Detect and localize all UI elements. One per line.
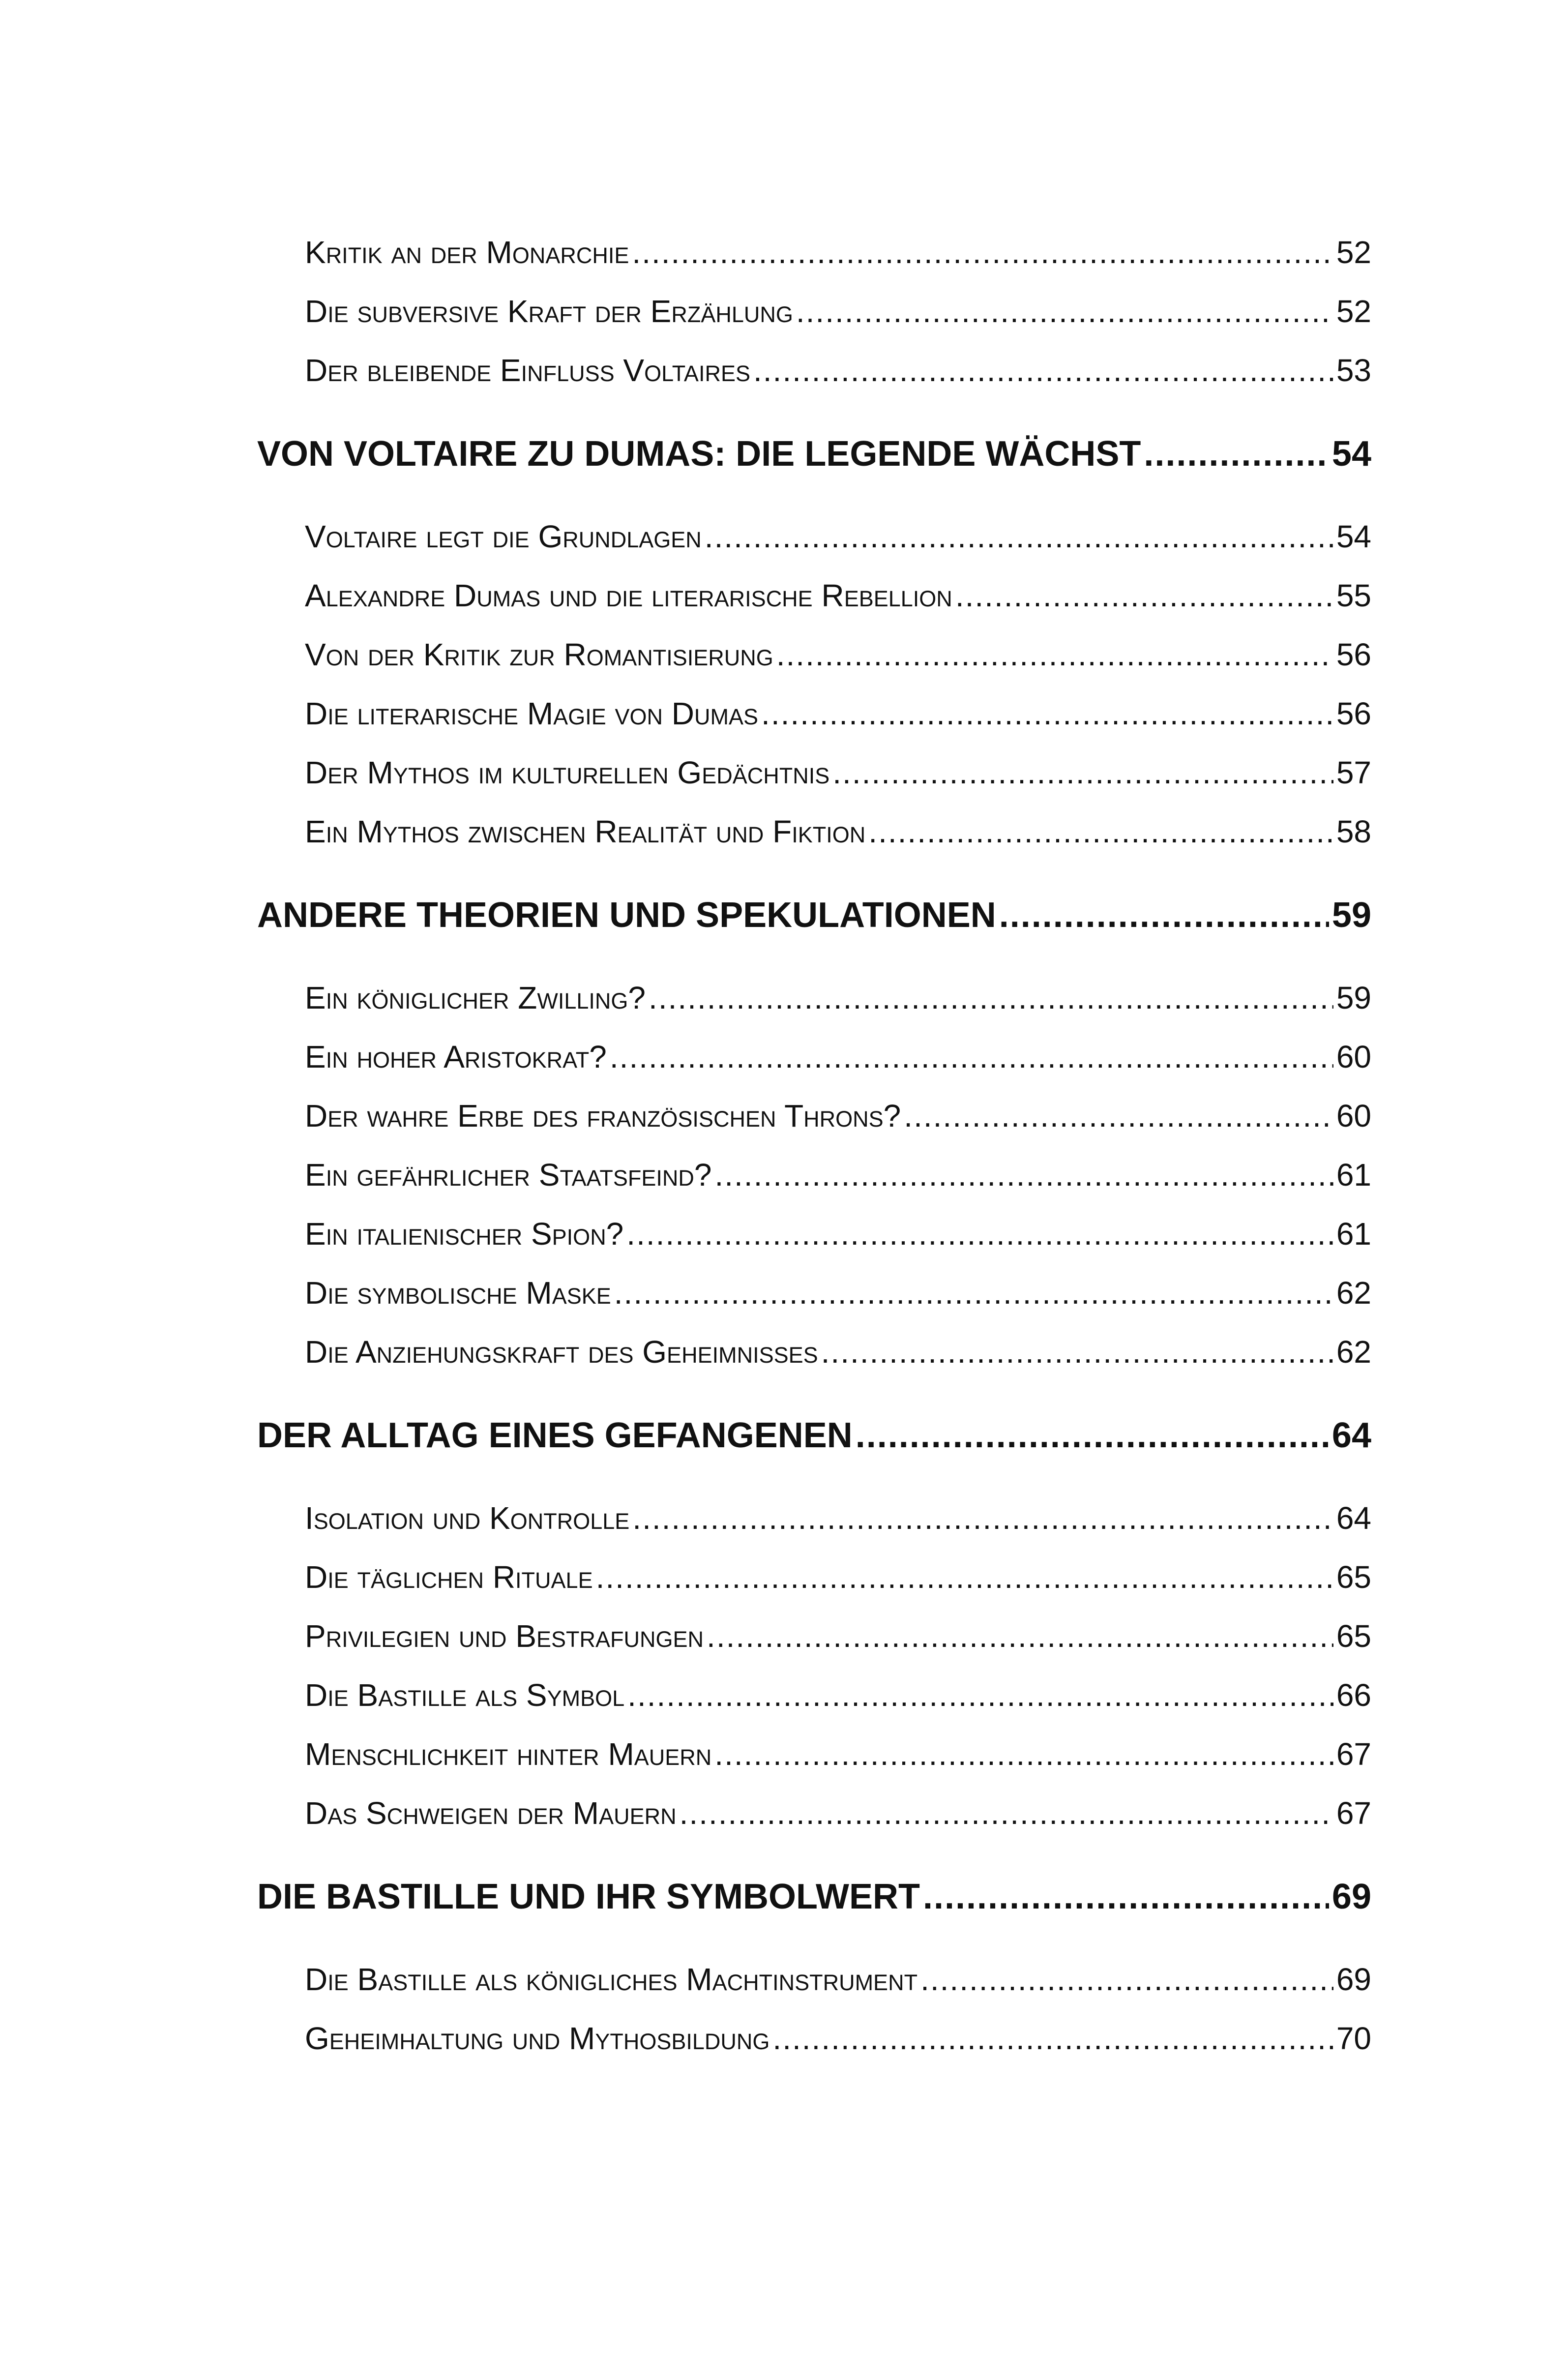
dot-leader: [796, 293, 1333, 329]
toc-entry-title: Das Schweigen der Mauern: [305, 1795, 677, 1831]
toc-entry[interactable]: [257, 1334, 1371, 1370]
toc-entry-title: Die Bastille als Symbol: [305, 1677, 625, 1713]
toc-entry-page: 56: [1336, 696, 1371, 731]
toc-entry[interactable]: [257, 695, 1371, 732]
toc-chapter-title: VON VOLTAIRE ZU DUMAS: DIE LEGENDE WÄCHST: [257, 434, 1141, 474]
toc-entry-title: Geheimhaltung und Mythosbildung: [305, 2021, 770, 2056]
dot-leader: [920, 1961, 1333, 1998]
dot-leader: [610, 1039, 1333, 1075]
toc-entry-title: Alexandre Dumas und die literarische Rebellion: [305, 578, 952, 613]
toc-entry-title: Ein hoher Aristokrat?: [305, 1039, 607, 1075]
toc-entry[interactable]: [257, 813, 1371, 850]
toc-entry-page: 58: [1336, 814, 1371, 849]
toc-entry-page: 70: [1336, 2021, 1371, 2056]
toc-entry[interactable]: [257, 1216, 1371, 1252]
dot-leader: [904, 1098, 1333, 1134]
toc-entry-title: Die literarische Magie von Dumas: [305, 696, 759, 731]
toc-entry-page: 66: [1336, 1677, 1371, 1713]
toc-entry-title: Die subversive Kraft der Erzählung: [305, 294, 793, 329]
dot-leader: [761, 695, 1333, 732]
toc-chapter[interactable]: [257, 434, 1371, 474]
toc-entry-page: 67: [1336, 1795, 1371, 1831]
toc-entry[interactable]: [257, 293, 1371, 329]
toc-chapter[interactable]: [257, 1415, 1371, 1456]
toc-entry-page: 54: [1336, 519, 1371, 554]
toc-entry[interactable]: [257, 636, 1371, 673]
dot-leader: [626, 1216, 1333, 1252]
toc-entry[interactable]: [257, 1098, 1371, 1134]
toc-entry-page: 64: [1336, 1500, 1371, 1536]
dot-leader: [868, 813, 1333, 850]
dot-leader: [776, 636, 1333, 673]
dot-leader: [1144, 434, 1329, 474]
toc-entry-page: 52: [1336, 235, 1371, 270]
toc-chapter-title: DER ALLTAG EINES GEFANGENEN: [257, 1416, 853, 1455]
toc-entry[interactable]: [257, 1157, 1371, 1193]
toc-entry-page: 59: [1336, 980, 1371, 1015]
dot-leader: [753, 352, 1333, 388]
dot-leader: [705, 518, 1333, 555]
toc-entry-title: Ein Mythos zwischen Realität und Fiktion: [305, 814, 866, 849]
toc-entry-page: 62: [1336, 1275, 1371, 1311]
toc-chapter-title: ANDERE THEORIEN UND SPEKULATIONEN: [257, 895, 996, 935]
toc-entry[interactable]: [257, 1039, 1371, 1075]
toc-entry-title: Die Bastille als königliches Machtinstrument: [305, 1962, 918, 1997]
toc-entry-page: 61: [1336, 1216, 1371, 1252]
toc-entry-page: 55: [1336, 578, 1371, 613]
toc-entry-title: Voltaire legt die Grundlagen: [305, 519, 702, 554]
toc-entry-page: 52: [1336, 294, 1371, 329]
toc-entry[interactable]: [257, 1618, 1371, 1654]
toc-entry-title: Die täglichen Rituale: [305, 1559, 593, 1595]
toc-entry[interactable]: [257, 1961, 1371, 1998]
toc-entry-title: Ein königlicher Zwilling?: [305, 980, 646, 1015]
dot-leader: [632, 234, 1333, 270]
toc-chapter[interactable]: [257, 895, 1371, 935]
toc-entry[interactable]: [257, 754, 1371, 791]
toc-entry-title: Die Anziehungskraft des Geheimnisses: [305, 1334, 818, 1370]
toc-entry-title: Die symbolische Maske: [305, 1275, 611, 1311]
table-of-contents: [257, 0, 1371, 2358]
dot-leader: [821, 1334, 1333, 1370]
toc-entry[interactable]: [257, 2020, 1371, 2057]
toc-entry[interactable]: [257, 577, 1371, 614]
dot-leader: [714, 1736, 1333, 1772]
toc-chapter-page: 59: [1331, 895, 1371, 935]
toc-entry-title: Der Mythos im kulturellen Gedächtnis: [305, 755, 830, 790]
toc-entry[interactable]: [257, 1275, 1371, 1311]
toc-entry-page: 60: [1336, 1039, 1371, 1075]
dot-leader: [772, 2020, 1333, 2057]
dot-leader: [707, 1618, 1333, 1654]
toc-chapter[interactable]: [257, 1877, 1371, 1917]
toc-entry-page: 60: [1336, 1098, 1371, 1134]
dot-leader: [680, 1795, 1333, 1831]
toc-entry[interactable]: [257, 980, 1371, 1016]
dot-leader: [627, 1677, 1333, 1713]
toc-entry-title: Ein italienischer Spion?: [305, 1216, 624, 1252]
toc-entry-title: Menschlichkeit hinter Mauern: [305, 1736, 712, 1772]
dot-leader: [596, 1559, 1333, 1595]
toc-entry[interactable]: [257, 1559, 1371, 1595]
toc-entry-page: 56: [1336, 637, 1371, 672]
toc-entry[interactable]: [257, 1795, 1371, 1831]
toc-entry-title: Von der Kritik zur Romantisierung: [305, 637, 773, 672]
dot-leader: [832, 754, 1333, 791]
toc-entry[interactable]: [257, 1677, 1371, 1713]
dot-leader: [614, 1275, 1333, 1311]
toc-entry-page: 67: [1336, 1736, 1371, 1772]
toc-chapter-page: 64: [1331, 1416, 1371, 1455]
toc-entry-title: Privilegien und Bestrafungen: [305, 1618, 704, 1654]
toc-entry[interactable]: [257, 234, 1371, 270]
toc-entry[interactable]: [257, 352, 1371, 388]
toc-entry-page: 53: [1336, 353, 1371, 388]
toc-chapter-page: 69: [1331, 1877, 1371, 1916]
toc-entry-title: Der wahre Erbe des französischen Throns?: [305, 1098, 901, 1134]
toc-entry-title: Der bleibende Einfluss Voltaires: [305, 353, 750, 388]
toc-chapter-page: 54: [1331, 434, 1371, 474]
dot-leader: [632, 1500, 1333, 1536]
toc-entry[interactable]: [257, 1500, 1371, 1536]
toc-entry-page: 69: [1336, 1962, 1371, 1997]
toc-entry-page: 57: [1336, 755, 1371, 790]
toc-entry-page: 62: [1336, 1334, 1371, 1370]
toc-chapter-title: DIE BASTILLE UND IHR SYMBOLWERT: [257, 1877, 920, 1916]
toc-entry-title: Ein gefährlicher Staatsfeind?: [305, 1157, 712, 1193]
toc-entry-title: Kritik an der Monarchie: [305, 235, 629, 270]
dot-leader: [999, 895, 1329, 935]
dot-leader: [714, 1157, 1333, 1193]
toc-entry-page: 61: [1336, 1157, 1371, 1193]
toc-entry-page: 65: [1336, 1559, 1371, 1595]
dot-leader: [856, 1415, 1329, 1456]
dot-leader: [923, 1877, 1329, 1917]
dot-leader: [649, 980, 1333, 1016]
toc-entry-title: Isolation und Kontrolle: [305, 1500, 630, 1536]
dot-leader: [955, 577, 1333, 614]
toc-entry[interactable]: [257, 1736, 1371, 1772]
toc-entry-page: 65: [1336, 1618, 1371, 1654]
toc-entry[interactable]: [257, 518, 1371, 555]
